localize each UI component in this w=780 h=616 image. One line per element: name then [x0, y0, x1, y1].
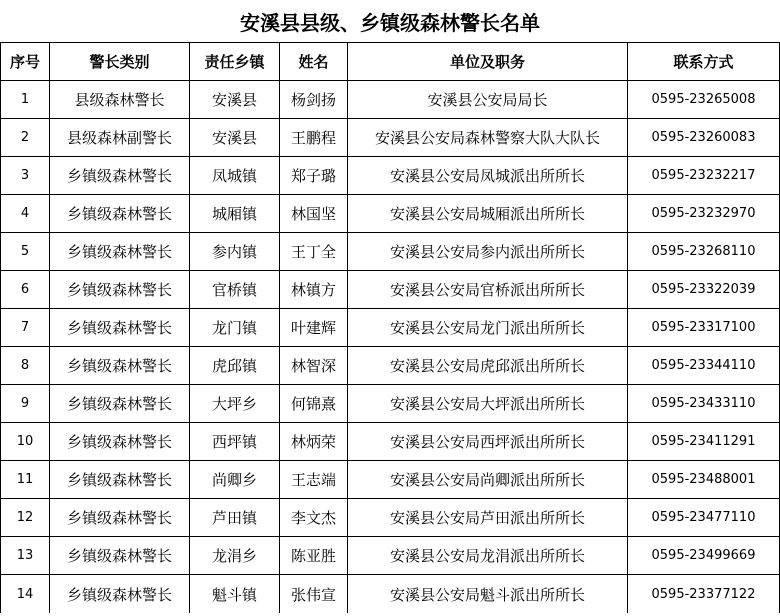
cell-category: 县级森林副警长	[50, 119, 190, 157]
cell-town: 西坪镇	[190, 423, 280, 461]
cell-town: 安溪县	[190, 81, 280, 119]
cell-town: 虎邱镇	[190, 347, 280, 385]
cell-unit: 安溪县公安局芦田派出所所长	[348, 499, 628, 537]
table-row	[1, 385, 780, 423]
cell-unit: 安溪县公安局森林警察大队大队长	[348, 119, 628, 157]
cell-town: 大坪乡	[190, 385, 280, 423]
cell-name: 郑子璐	[280, 157, 348, 195]
cell-name: 林国坚	[280, 195, 348, 233]
cell-category: 乡镇级森林警长	[50, 195, 190, 233]
column-header-phone: 联系方式	[628, 43, 780, 81]
cell-no: 13	[1, 537, 50, 575]
cell-phone: 0595-23268110	[628, 233, 780, 271]
column-header-unit: 单位及职务	[348, 43, 628, 81]
cell-unit: 安溪县公安局局长	[348, 81, 628, 119]
cell-town: 凤城镇	[190, 157, 280, 195]
cell-phone: 0595-23344110	[628, 347, 780, 385]
cell-town: 芦田镇	[190, 499, 280, 537]
table-row	[1, 81, 780, 119]
cell-town: 龙涓乡	[190, 537, 280, 575]
cell-unit: 安溪县公安局尚卿派出所所长	[348, 461, 628, 499]
table-row	[1, 499, 780, 537]
table-body	[1, 81, 780, 614]
cell-category: 乡镇级森林警长	[50, 537, 190, 575]
cell-town: 龙门镇	[190, 309, 280, 347]
cell-no: 9	[1, 385, 50, 423]
cell-phone: 0595-23317100	[628, 309, 780, 347]
cell-category: 乡镇级森林警长	[50, 575, 190, 614]
cell-name: 王志端	[280, 461, 348, 499]
cell-unit: 安溪县公安局凤城派出所所长	[348, 157, 628, 195]
table-row	[1, 233, 780, 271]
cell-no: 6	[1, 271, 50, 309]
cell-unit: 安溪县公安局城厢派出所所长	[348, 195, 628, 233]
cell-no: 2	[1, 119, 50, 157]
cell-town: 城厢镇	[190, 195, 280, 233]
cell-category: 乡镇级森林警长	[50, 347, 190, 385]
cell-phone: 0595-23377122	[628, 575, 780, 614]
cell-no: 14	[1, 575, 50, 614]
table-row	[1, 347, 780, 385]
table-row	[1, 423, 780, 461]
table-row	[1, 575, 780, 614]
table-row	[1, 537, 780, 575]
cell-town: 尚卿乡	[190, 461, 280, 499]
column-header-category: 警长类别	[50, 43, 190, 81]
cell-no: 4	[1, 195, 50, 233]
cell-no: 5	[1, 233, 50, 271]
column-header-name: 姓名	[280, 43, 348, 81]
cell-name: 张伟宣	[280, 575, 348, 614]
cell-unit: 安溪县公安局虎邱派出所所长	[348, 347, 628, 385]
cell-name: 何锦熹	[280, 385, 348, 423]
table-row	[1, 157, 780, 195]
cell-category: 乡镇级森林警长	[50, 271, 190, 309]
cell-no: 3	[1, 157, 50, 195]
cell-unit: 安溪县公安局魁斗派出所所长	[348, 575, 628, 614]
cell-phone: 0595-23499669	[628, 537, 780, 575]
cell-unit: 安溪县公安局参内派出所所长	[348, 233, 628, 271]
cell-town: 参内镇	[190, 233, 280, 271]
cell-category: 乡镇级森林警长	[50, 461, 190, 499]
cell-phone: 0595-23433110	[628, 385, 780, 423]
cell-category: 乡镇级森林警长	[50, 309, 190, 347]
cell-unit: 安溪县公安局官桥派出所所长	[348, 271, 628, 309]
cell-unit: 安溪县公安局龙涓派出所所长	[348, 537, 628, 575]
table-row	[1, 461, 780, 499]
cell-no: 12	[1, 499, 50, 537]
cell-phone: 0595-23411291	[628, 423, 780, 461]
table-row	[1, 119, 780, 157]
cell-name: 林炳荣	[280, 423, 348, 461]
cell-category: 县级森林警长	[50, 81, 190, 119]
table-row	[1, 271, 780, 309]
cell-no: 8	[1, 347, 50, 385]
cell-category: 乡镇级森林警长	[50, 157, 190, 195]
cell-name: 王鹏程	[280, 119, 348, 157]
cell-town: 官桥镇	[190, 271, 280, 309]
cell-name: 王丁全	[280, 233, 348, 271]
police-chief-table	[0, 42, 780, 613]
cell-phone: 0595-23488001	[628, 461, 780, 499]
cell-name: 叶建辉	[280, 309, 348, 347]
cell-unit: 安溪县公安局西坪派出所所长	[348, 423, 628, 461]
cell-no: 7	[1, 309, 50, 347]
cell-unit: 安溪县公安局大坪派出所所长	[348, 385, 628, 423]
cell-town: 魁斗镇	[190, 575, 280, 614]
cell-no: 10	[1, 423, 50, 461]
table-row	[1, 195, 780, 233]
cell-category: 乡镇级森林警长	[50, 499, 190, 537]
cell-name: 林镇方	[280, 271, 348, 309]
column-header-town: 责任乡镇	[190, 43, 280, 81]
cell-name: 杨剑扬	[280, 81, 348, 119]
cell-category: 乡镇级森林警长	[50, 423, 190, 461]
cell-phone: 0595-23232217	[628, 157, 780, 195]
cell-name: 陈亚胜	[280, 537, 348, 575]
cell-town: 安溪县	[190, 119, 280, 157]
cell-category: 乡镇级森林警长	[50, 385, 190, 423]
cell-unit: 安溪县公安局龙门派出所所长	[348, 309, 628, 347]
cell-no: 11	[1, 461, 50, 499]
cell-name: 林智深	[280, 347, 348, 385]
cell-phone: 0595-23260083	[628, 119, 780, 157]
cell-phone: 0595-23232970	[628, 195, 780, 233]
table-row	[1, 309, 780, 347]
cell-phone: 0595-23322039	[628, 271, 780, 309]
column-header-no: 序号	[1, 43, 50, 81]
page-title: 安溪县县级、乡镇级森林警长名单	[240, 10, 540, 35]
cell-category: 乡镇级森林警长	[50, 233, 190, 271]
cell-phone: 0595-23477110	[628, 499, 780, 537]
cell-no: 1	[1, 81, 50, 119]
cell-name: 李文杰	[280, 499, 348, 537]
header-row	[1, 43, 780, 81]
cell-phone: 0595-23265008	[628, 81, 780, 119]
